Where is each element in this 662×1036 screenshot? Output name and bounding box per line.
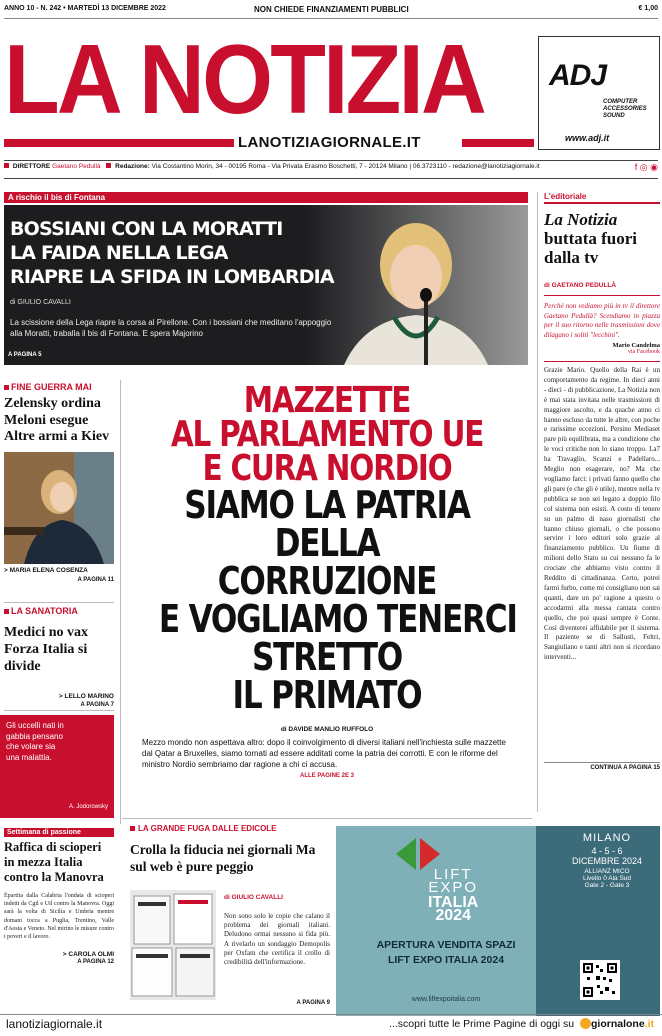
- lift-url: www.liftexpoitalia.com: [411, 996, 481, 1003]
- redazione-label: Redazione:: [115, 163, 150, 170]
- lead-kicker: A rischio il bis di Fontana: [4, 192, 528, 203]
- press-kicker: LA GRANDE FUGA DALLE EDICOLE: [130, 824, 330, 833]
- main-headline-red-2: AL PARLAMENTO UE: [170, 414, 484, 455]
- main-headline-red-3: E CURA NORDIO: [202, 448, 452, 489]
- logo-underline: [4, 139, 234, 147]
- footer: [4, 1017, 658, 1035]
- main-page: ALLE PAGINE 2E 3: [300, 773, 354, 779]
- press-story[interactable]: [130, 824, 330, 1014]
- bullet-icon: [106, 163, 111, 168]
- main-headline-1: SIAMO LA PATRIA: [184, 483, 470, 527]
- info-bar: [4, 163, 658, 177]
- left2-page: A PAGINA 7: [80, 702, 114, 708]
- site-url[interactable]: LANOTIZIAGIORNALE.IT: [238, 134, 421, 151]
- lift-dates: 4 - 5 - 6: [591, 846, 623, 856]
- left-story-1[interactable]: [4, 382, 114, 600]
- quote-author: Mario Candelma: [612, 342, 660, 349]
- editorial-quote: Perché non vediamo più in tv il direttore Gaetano Pedullà? Scendiamo in piazza per il suo ritorno nelle trasmissioni dove dilagano i soliti "lecchini".: [544, 302, 660, 339]
- lift-headline-1: APERTURA VENDITA SPAZI: [376, 939, 516, 951]
- director-name: Gaetano Pedullà: [52, 163, 101, 170]
- left1-page: A PAGINA 11: [77, 576, 114, 583]
- adj-line3: SOUND: [603, 113, 625, 119]
- tagline: NON CHIEDE FINANZIAMENTI PUBBLICI: [254, 5, 409, 14]
- main-headline-6: IL PRIMATO: [232, 673, 422, 717]
- lead-byline: di GIULIO CAVALLI: [10, 299, 71, 306]
- left1-photo: [4, 452, 114, 564]
- quote-box: [0, 715, 114, 818]
- press-body: Non sono solo le copie che calano il problema dei giornali italiani. Deludono ormai nessuno si fida più. A rivelarlo un sondaggio Demopolis per Oxfam che certifica il crollo di credibilità dell'informazione.: [224, 912, 330, 967]
- editorial-title: buttata fuori dalla tv: [544, 229, 638, 267]
- top-bar: [4, 3, 658, 17]
- left4-byline: > CAROLA OLMI: [62, 951, 114, 959]
- masthead-logo[interactable]: [4, 24, 524, 139]
- press-byline: di GIULIO CAVALLI: [224, 894, 283, 901]
- footer-promo-text: ...scopri tutte le Prime Pagine di oggi su: [389, 1018, 575, 1030]
- lead-title-1: BOSSIANI CON LA MORATTI: [10, 218, 283, 240]
- quote-source: via Facebook: [627, 349, 660, 355]
- adj-line1: COMPUTER: [603, 99, 638, 105]
- lift-month: DICEMBRE 2024: [571, 856, 643, 866]
- press-title: Crolla la fiducia nei giornali Ma sul web è pure peggio: [130, 842, 316, 874]
- qr-code-icon: [580, 960, 620, 1000]
- newspapers-photo: [130, 890, 216, 1000]
- redazione-info: Via Costantino Morin, 34 - 00195 Roma - Via Privata Erasmo Boschetti, 7 - 20124 Milano | 06.3723110 - redazione@lanotiziagiornale.it: [151, 163, 540, 170]
- left1-title: Zelensky ordina Meloni esegue Altre armi a Kiev: [4, 396, 110, 444]
- giornalone-logo-icon: [580, 1018, 591, 1029]
- main-byline: di DAVIDE MANLIO RUFFOLO: [280, 726, 374, 733]
- footer-promo[interactable]: [389, 1018, 654, 1030]
- footer-brand: giornalone: [590, 1018, 645, 1030]
- lead-story[interactable]: [4, 205, 528, 365]
- adj-advert[interactable]: [538, 36, 660, 150]
- lift-city: MILANO: [582, 832, 632, 844]
- adj-brand: ADJ: [549, 59, 607, 92]
- adj-url: www.adj.it: [565, 133, 610, 143]
- left2-kicker: LA SANATORIA: [4, 606, 114, 616]
- main-story[interactable]: [122, 380, 532, 814]
- left4-body: Èpartita dalla Calabria l'ondata di scioperi indetti da Cgil e Uil contro la Manovra. Oggi sarà la volta di Sicilia e Umbria mentre domani tocca a Puglia, Trentino, Valle d'Aosta e Veneto. Nel mirino le misure contro i poveri e il lavoro.: [4, 893, 114, 941]
- issue-info: ANNO 10 - N. 242 • MARTEDÌ 13 DICEMBRE 2022: [4, 5, 166, 12]
- main-headline-2: DELLA: [274, 521, 380, 565]
- left1-byline: > MARIA ELENA COSENZA: [4, 566, 88, 574]
- editorial-kicker: L'editoriale: [544, 192, 660, 204]
- editorial-body: Grazie Mario. Quello della Rai è un comportamento da regime. In dieci anni - dieci - di pubblicazione, La Notizia non è mai stata invitata nelle trasmissioni di maggiore ascolto, e da quache anno ci hanno escluso da tutte le altre, con poche e rarissime eccezioni. Persino Mediaset pare più equilibrata, ma a condizione che le voci critiche non lo siano troppo. La7 ha Travaglio, Scanzi e Padellaro... Meglio non esagerare, no? Ma che vogliamo farci: i privati fanno quello che gli pare (e che gli è utile), mentre nella tv pubblica se non sei legato a doppio filo col sistema non esisti. A costo di tenere su un palmo di naso giornalisti che hanno chiuso giornali, o che possono servire i loro editori solo grazie al finanziamento pubblico. Un fiume di milioni dello Stato su cui nessuno fa le crociate che abbiamo visto contro il Reddito di cittadinanza. Certo, potrei farmi furbo, come mi consigliano non sai quanti, dare un po' ragione a questo o accodarmi alla messa cantata contro quello, che poi quasi sempre è Conte. Così diventerei affidabile per il sistema. Il paziente se di Sallusti, Feltri, Sangiuliano e tanti altri non si ricordano interventi...: [544, 366, 660, 662]
- editorial-byline: di GAETANO PEDULLÀ: [544, 282, 660, 296]
- lift-venue-2: Livello 0 Ala Sud: [582, 875, 632, 882]
- social-icons: f ◎ ◉: [634, 162, 658, 172]
- lift-brand-mid: EXPO: [428, 879, 479, 896]
- logo-text: LA NOTIZIA: [4, 24, 485, 134]
- main-headline-red-1: MAZZETTE: [243, 380, 411, 421]
- lead-title-2: LA FAIDA NELLA LEGA: [10, 242, 228, 264]
- lift-headline-2: LIFT EXPO ITALIA 2024: [387, 954, 505, 966]
- main-headline-5: STRETTO: [251, 635, 403, 679]
- quote-author: A. Jodorowsky: [68, 804, 108, 810]
- lift-brand-italia: ITALIA: [428, 894, 479, 911]
- lift-expo-advert[interactable]: [336, 826, 660, 1016]
- left4-page: A PAGINA 12: [77, 959, 114, 966]
- lead-summary: La scissione della Lega riapre la corsa al Pirellone. Con i bossiani che meditano l'appoggio alla Moratti, traballa il bis di Fontana. E spera Majorino: [10, 318, 332, 338]
- lead-page: A PAGINA 5: [8, 352, 42, 358]
- lead-title-3: RIAPRE LA SFIDA IN LOMBARDIA: [10, 266, 334, 288]
- lead-photo: [304, 205, 528, 365]
- lift-brand-top: LIFT: [433, 866, 473, 883]
- lift-venue-3: Gate 2 - Gate 3: [584, 882, 630, 889]
- left1-kicker: FINE GUERRA MAI: [4, 382, 114, 392]
- left4-kicker: Settimana di passione: [4, 828, 114, 837]
- main-summary: Mezzo mondo non aspettava altro: dopo il coinvolgimento di diversi italiani nell'inchiesta sulle mazzette dal Qatar a Bruxelles, siamo tornati ad essere additati come la patria dei corrotti. E con le riforme del ministro Nordio sembriamo dar ragione a chi ci accusa.: [142, 738, 506, 769]
- left-story-2[interactable]: [4, 606, 114, 706]
- footer-brand-suffix: .it: [644, 1018, 654, 1030]
- bullet-icon: [4, 163, 9, 168]
- left2-byline: > LELLO MARINO: [58, 693, 114, 700]
- footer-site-link[interactable]: lanotiziagiornale.it: [6, 1017, 103, 1031]
- left4-title: Raffica di scioperi in mezza Italia contro la Manovra: [4, 840, 104, 884]
- press-page: A PAGINA 9: [296, 1000, 330, 1006]
- editorial-continues: CONTINUA A PAGINA 15: [544, 762, 660, 771]
- editorial-column[interactable]: [544, 192, 660, 812]
- main-headline-3: CORRUZIONE: [217, 559, 437, 603]
- lift-venue-1: ALLIANZ MICO: [584, 868, 630, 875]
- adj-line2: ACCESSORIES: [603, 106, 647, 112]
- left2-title: Medici no vax Forza Italia si divide: [4, 625, 88, 674]
- director-label: DIRETTORE: [12, 163, 51, 170]
- lift-brand-year: 2024: [435, 907, 471, 924]
- editorial-title-italic: La Notizia: [544, 210, 618, 229]
- main-headline-4: E VOGLIAMO TENERCI: [158, 597, 517, 641]
- price: € 1,00: [638, 5, 658, 12]
- quote-text: Gli uccelli nati in gabbia pensano che volare sia una malattia.: [6, 721, 64, 762]
- left-story-4[interactable]: [4, 828, 114, 1014]
